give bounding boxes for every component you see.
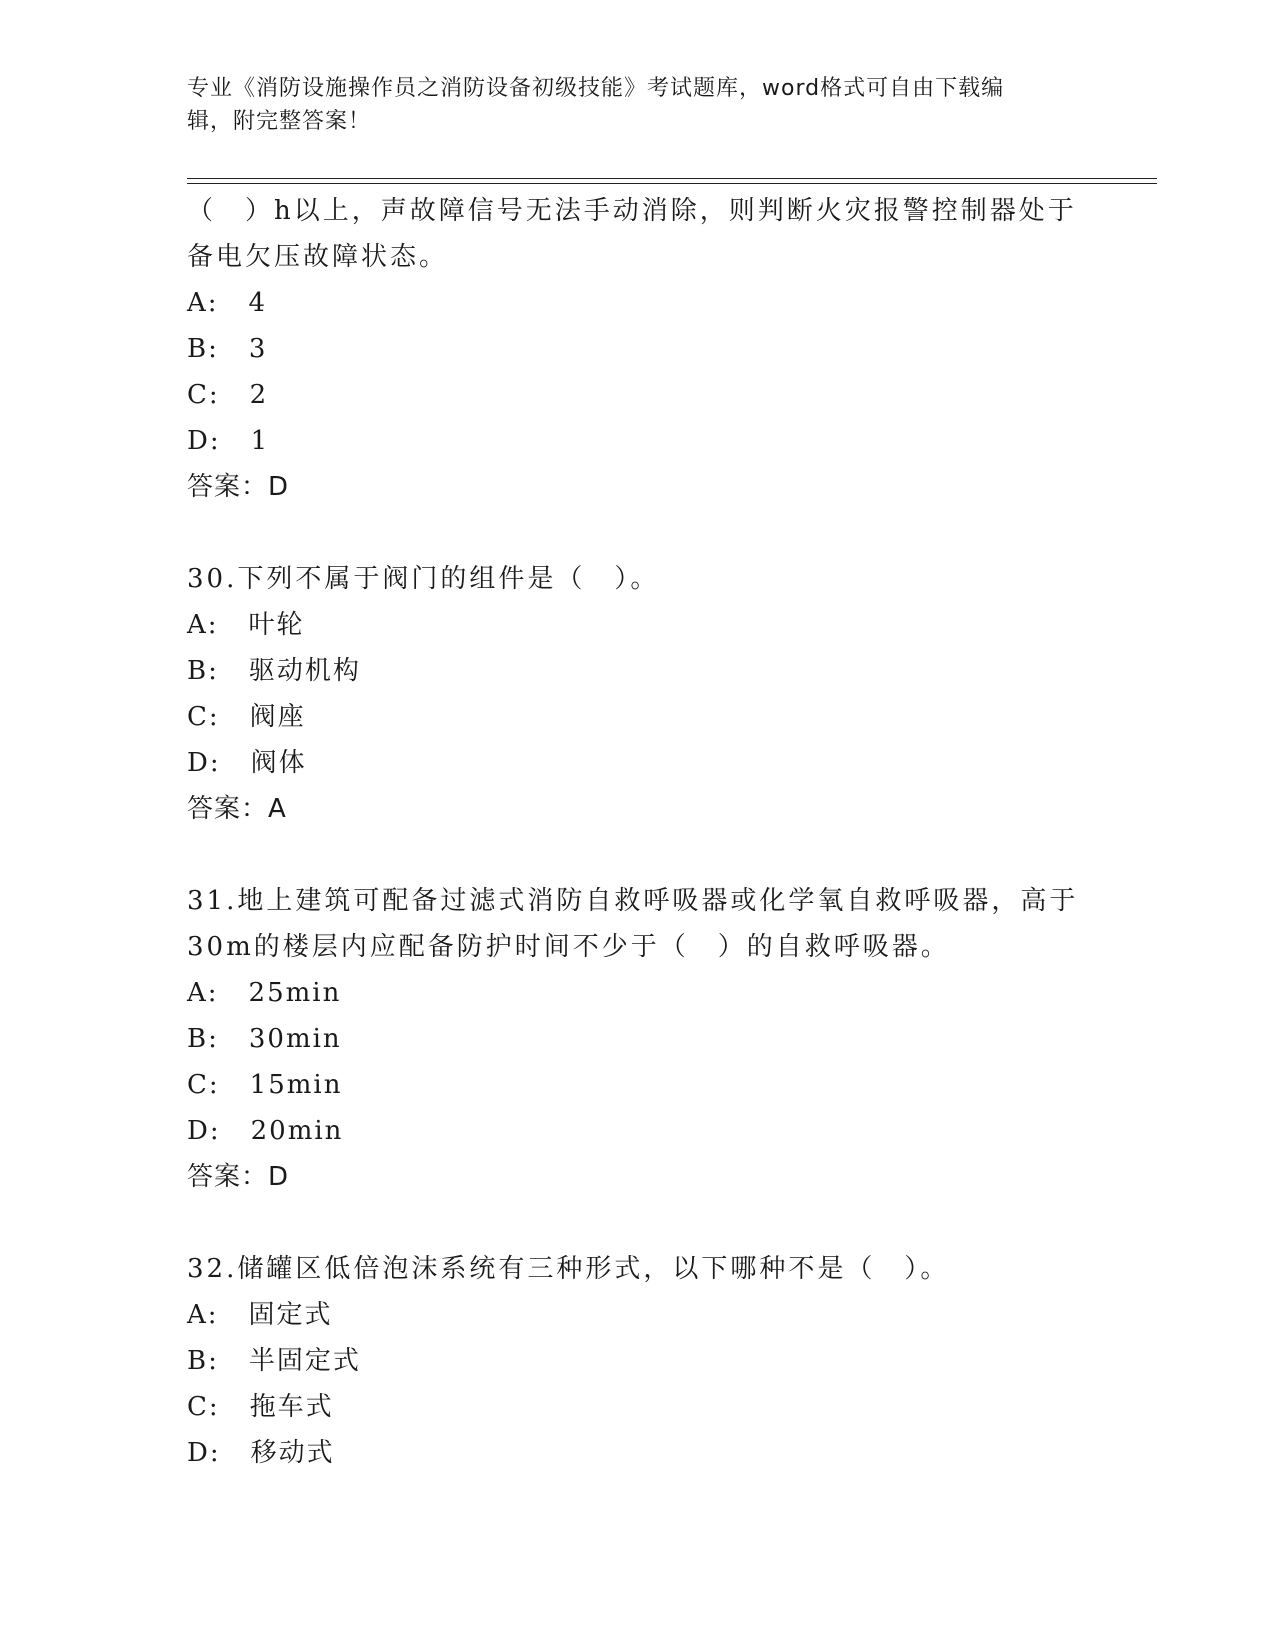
option-value: 4 xyxy=(248,288,268,318)
question-text: （ ）h以上，声故障信号无法手动消除，则判断火灾报警控制器处于 xyxy=(187,196,1077,226)
option-letter: B: xyxy=(187,1024,219,1054)
option-letter: A: xyxy=(187,978,219,1008)
option-value: 叶轮 xyxy=(248,610,305,640)
option-d xyxy=(187,1430,1087,1476)
option-b xyxy=(187,1338,1087,1384)
document-header xyxy=(187,72,1087,138)
answer-line: 答案：D xyxy=(187,472,290,502)
option-letter: D: xyxy=(187,1116,221,1146)
option-d xyxy=(187,1108,1087,1154)
option-value: 25min xyxy=(248,978,342,1008)
option-value: 半固定式 xyxy=(248,1346,361,1376)
option-value: 30min xyxy=(248,1024,342,1054)
header-line-2: 辑，附完整答案！ xyxy=(187,109,372,134)
option-value: 2 xyxy=(249,380,269,410)
option-value: 1 xyxy=(250,426,270,456)
option-letter: B: xyxy=(187,334,219,364)
option-value: 15min xyxy=(249,1070,343,1100)
option-c xyxy=(187,1384,1087,1430)
option-value: 20min xyxy=(250,1116,344,1146)
option-value: 移动式 xyxy=(250,1438,335,1468)
option-value: 拖车式 xyxy=(249,1392,334,1422)
option-letter: C: xyxy=(187,1070,220,1100)
option-b xyxy=(187,326,1087,372)
option-letter: D: xyxy=(187,426,221,456)
option-letter: A: xyxy=(187,610,219,640)
option-letter: B: xyxy=(187,1346,219,1376)
option-a xyxy=(187,1292,1087,1338)
option-value: 固定式 xyxy=(248,1300,333,1330)
option-letter: B: xyxy=(187,656,219,686)
option-letter: C: xyxy=(187,380,220,410)
option-letter: A: xyxy=(187,1300,219,1330)
option-a xyxy=(187,280,1087,326)
answer-line: 答案：A xyxy=(187,794,287,824)
question-31 xyxy=(187,878,1087,1200)
header-rule-top xyxy=(187,178,1157,179)
option-a xyxy=(187,970,1087,1016)
question-text-cont: 30m的楼层内应配备防护时间不少于（ ）的自救呼吸器。 xyxy=(187,932,950,962)
question-29 xyxy=(187,188,1087,510)
option-d xyxy=(187,740,1087,786)
option-b xyxy=(187,1016,1087,1062)
answer-line: 答案：D xyxy=(187,1162,290,1192)
question-32 xyxy=(187,1246,1087,1476)
header-line-1: 专业《消防设施操作员之消防设备初级技能》考试题库，word格式可自由下载编 xyxy=(187,76,1005,101)
option-a xyxy=(187,602,1087,648)
option-value: 3 xyxy=(248,334,268,364)
option-c xyxy=(187,372,1087,418)
option-value: 阀座 xyxy=(249,702,306,732)
question-list xyxy=(187,188,1087,1476)
option-d xyxy=(187,418,1087,464)
question-text: 31.地上建筑可配备过滤式消防自救呼吸器或化学氧自救呼吸器，高于 xyxy=(187,886,1079,916)
question-text-cont: 备电欠压故障状态。 xyxy=(187,242,449,272)
option-letter: D: xyxy=(187,1438,221,1468)
option-letter: A: xyxy=(187,288,219,318)
header-rule-bottom xyxy=(187,183,1157,184)
question-text: 32.储罐区低倍泡沫系统有三种形式，以下哪种不是（ ）。 xyxy=(187,1254,950,1284)
option-b xyxy=(187,648,1087,694)
option-c xyxy=(187,694,1087,740)
question-30 xyxy=(187,556,1087,832)
option-letter: C: xyxy=(187,1392,220,1422)
question-text: 30.下列不属于阀门的组件是（ ）。 xyxy=(187,564,660,594)
option-letter: D: xyxy=(187,748,221,778)
option-letter: C: xyxy=(187,702,220,732)
option-value: 驱动机构 xyxy=(248,656,361,686)
option-value: 阀体 xyxy=(250,748,307,778)
option-c xyxy=(187,1062,1087,1108)
